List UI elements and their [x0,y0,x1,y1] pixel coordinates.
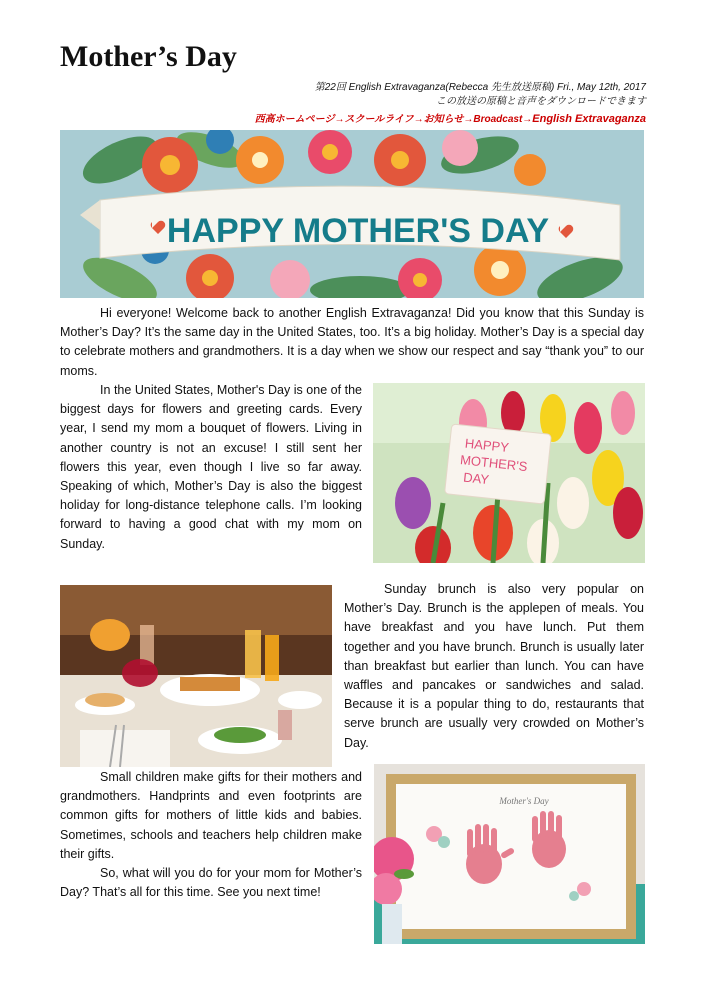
card-line-3: DAY [462,469,490,488]
happy-mothers-day-banner [60,130,644,298]
broadcast-info: 第22回 English Extravaganza(Rebecca 先生放送原稿) Fri., May 12th, 2017 [314,82,646,93]
card-line-1: HAPPY [464,435,510,456]
frame-caption: Mother's Day [499,796,549,806]
paragraph-brunch: Sunday brunch is also very popular on Mother’s Day. Brunch is the applepen of meals. You have breakfast and you have lunch. Put them together and you have brunch. Brunch is usually later than breakfast but earlier than lunch. You can have waffles and pancakes or sandwiches and salad. Because it is a popular thing to do, restaurants that serve brunch are usually very crowded on Mother’s Day. [344,582,644,750]
paragraph-closing: So, what will you do for your mom for Mother’s Day? That’s all for this time. See you next time! [60,866,362,900]
nav-path-end: English Extravaganza [532,113,646,125]
paragraph-gifts: Small children make gifts for their mothers and grandmothers. Handprints and even footprints are common gifts for mothers of little kids and babies. Sometimes, schools and teachers help children make their gifts. [60,770,362,861]
banner-text: HAPPY MOTHER'S DAY [166,212,550,250]
handprint-frame-photo [374,764,645,944]
tulips-photo [373,383,645,563]
paragraph-flowers: In the United States, Mother's Day is one of the biggest days for flowers and greeting cards. Every year, I send my mom a bouquet of flowers. Living in another country is not an excuse! I still sent her flowers this year, even though I live so far away. Speaking of which, Mother’s Day is also the biggest holiday for long-distance telephone calls. I’m looking forward to having a good chat with my mom on Sunday. [60,383,362,551]
page-title: Mother’s Day [60,40,237,73]
nav-path-text: 西高ホームページ→スクールライフ→お知らせ→Broadcast→ [254,114,533,125]
brunch-photo [60,585,332,767]
card-line-2: MOTHER'S [459,452,529,475]
download-note: この放送の原稿と音声をダウンロードできます [436,96,646,107]
paragraph-intro: Hi everyone! Welcome back to another English Extravaganza! Did you know that this Sunday is Mother’s Day? It’s the same day in the United States, too. It’s a big holiday. Mother’s Day is a special day to celebrate mothers and grandmothers. It is a day when we show our respect and say “thank you” to our moms. [60,306,644,378]
nav-path [255,110,646,125]
